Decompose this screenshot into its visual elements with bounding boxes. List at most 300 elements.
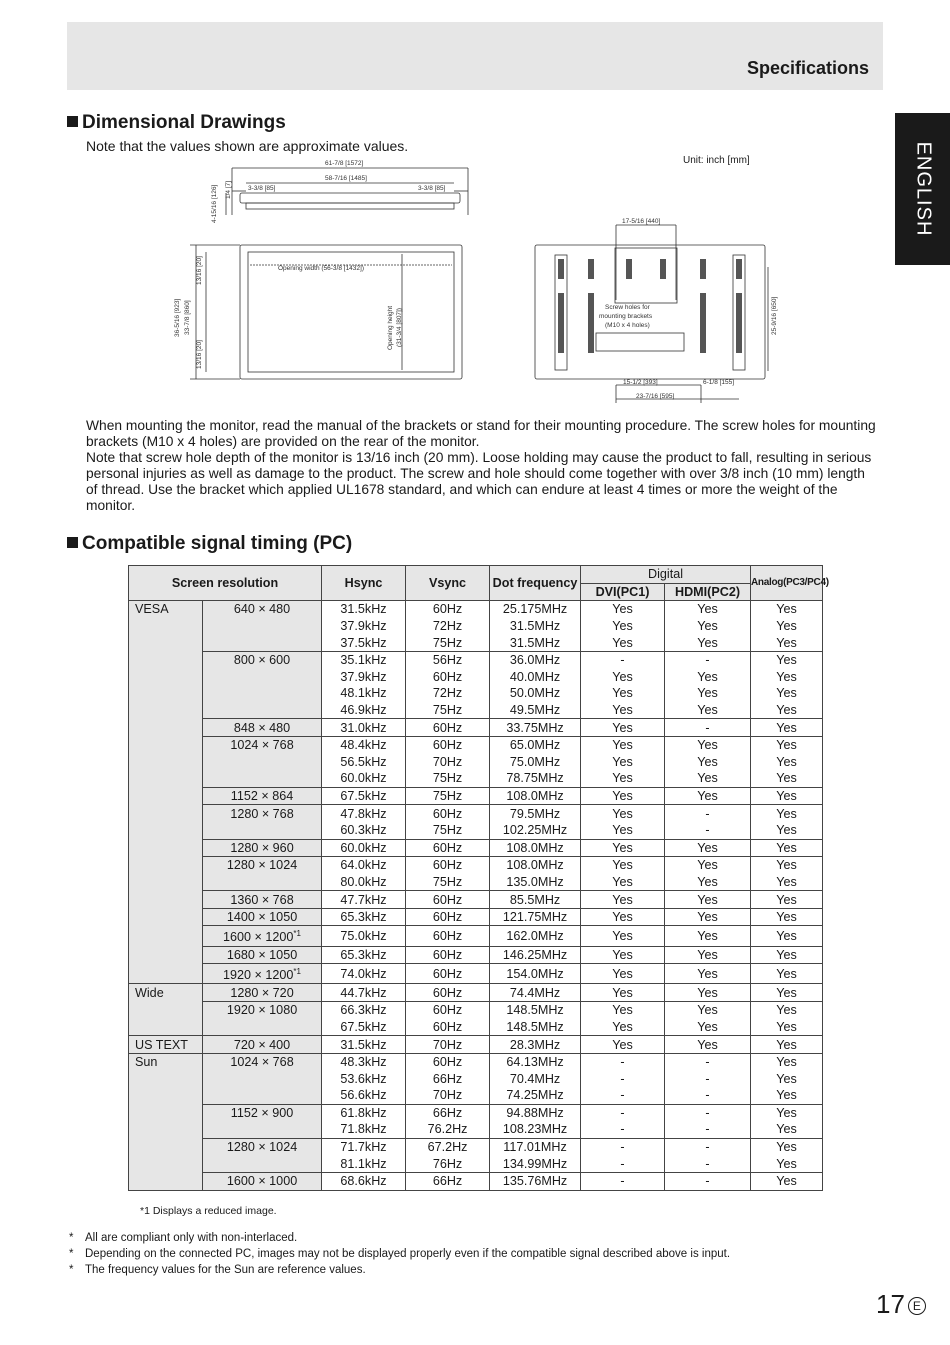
header-vsync: Vsync [406,566,490,601]
h-cell [322,822,406,839]
v-cell [406,1053,490,1070]
table-row [129,770,823,787]
mounting-instructions [86,418,876,514]
dot-cell [490,787,581,805]
dot-cell [490,702,581,719]
table-row [129,891,823,909]
hdmi-cell-text: - [705,823,710,838]
dvi-cell-text: Yes [612,789,633,804]
hdmi-cell [665,651,751,668]
resolution-cell-text: 1280 × 768 [230,806,294,821]
note-text: The frequency values for the Sun are reference values. [85,1264,366,1276]
dot-cell-text: 148.5MHz [506,1019,564,1034]
v-cell-text: 60Hz [432,966,463,981]
resolution-cell-text: 1400 × 1050 [226,910,298,925]
dvi-cell [581,754,665,771]
h-cell-text: 48.1kHz [340,686,387,701]
dot-cell-text: 25.175MHz [502,602,568,617]
table-row [129,618,823,635]
dimensional-drawings-heading [67,112,286,134]
analog-cell [751,1172,823,1190]
dvi-cell [581,618,665,635]
v-cell [406,964,490,984]
hdmi-cell-text: Yes [697,669,718,684]
dot-cell-text: 50.0MHz [509,686,561,701]
table-row [129,964,823,984]
top-bezel-label: 13/16 [20] [196,256,203,285]
analog-cell-text: Yes [776,738,797,753]
dot-cell-text: 33.75MHz [506,720,564,735]
dvi-cell [581,1070,665,1087]
h-cell [322,770,406,787]
analog-cell-text: Yes [776,1174,797,1189]
asterisk-icon: * [69,1264,74,1276]
dvi-cell-text: Yes [612,874,633,889]
dvi-cell [581,908,665,926]
analog-cell [751,754,823,771]
page-number [876,1289,926,1320]
table-row [129,857,823,874]
table-row [129,1053,823,1070]
screw-holes-label-3: (M10 x 4 holes) [605,322,650,329]
v-cell-text: 60Hz [432,985,463,1000]
dvi-cell [581,719,665,737]
category-cell [129,926,203,946]
category-cell [129,1138,203,1155]
v-cell [406,805,490,822]
note-item [67,1230,730,1246]
h-cell-text: 47.8kHz [340,806,387,821]
h-cell-text: 48.3kHz [340,1055,387,1070]
resolution-cell [203,839,322,857]
v-cell-text: 56Hz [432,653,463,668]
v-cell-text: 60Hz [432,669,463,684]
dimension-labels [174,160,778,400]
analog-cell-text: Yes [776,1055,797,1070]
hdmi-cell [665,1138,751,1155]
table-row [129,984,823,1002]
table-row [129,601,823,618]
dot-cell-text: 74.25MHz [506,1088,564,1103]
v-cell [406,1121,490,1138]
h-cell-text: 35.1kHz [340,653,387,668]
v-cell-text: 60Hz [432,1003,463,1018]
category-cell-text: Wide [135,985,164,1000]
depth-small-label: 1/4 [7] [225,180,232,199]
table-row [129,1019,823,1036]
analog-cell [751,1002,823,1019]
v-cell [406,601,490,618]
header-bar [67,22,883,90]
left-margin-label: 3-3/8 [85] [248,185,276,192]
depth-label: 4-15/16 [126] [211,184,218,223]
resolution-cell [203,719,322,737]
dvi-cell-text: Yes [612,823,633,838]
v-cell [406,736,490,753]
dvi-cell-text: - [620,653,625,668]
dvi-cell [581,770,665,787]
v-cell [406,634,490,651]
table-row [129,669,823,686]
resolution-cell-text: 848 × 480 [233,720,291,735]
hdmi-cell-text: Yes [697,771,718,786]
analog-cell-text: Yes [776,1037,797,1052]
rear-view-outline [535,245,765,379]
dvi-cell-text: Yes [612,619,633,634]
analog-cell-text: Yes [776,929,797,944]
category-cell [129,984,203,1002]
dvi-cell-text: Yes [612,947,633,962]
v-cell-text: 60Hz [432,947,463,962]
analog-cell [751,926,823,946]
resolution-cell [203,669,322,686]
table-row [129,719,823,737]
hdmi-cell-text: - [705,720,710,735]
dvi-cell [581,1155,665,1172]
dvi-cell-text: Yes [612,738,633,753]
hdmi-cell-text: Yes [697,874,718,889]
analog-cell [751,601,823,618]
table-row [129,1087,823,1104]
v-cell [406,685,490,702]
v-cell-text: 60Hz [432,806,463,821]
h-cell [322,669,406,686]
v-cell [406,926,490,946]
analog-cell-text: Yes [776,840,797,855]
v-cell-text: 60Hz [432,738,463,753]
h-cell [322,946,406,964]
dvi-cell [581,601,665,618]
v-cell-text: 60Hz [432,1055,463,1070]
h-cell [322,719,406,737]
category-cell [129,685,203,702]
category-cell [129,618,203,635]
h-cell-text: 37.5kHz [340,635,387,650]
analog-cell [751,1155,823,1172]
resolution-cell [203,1087,322,1104]
v-cell-text: 75Hz [432,703,463,718]
analog-cell [751,618,823,635]
h-cell [322,685,406,702]
dot-cell [490,1172,581,1190]
category-cell [129,908,203,926]
analog-cell-text: Yes [776,1105,797,1120]
hdmi-cell [665,1121,751,1138]
dvi-cell-text: Yes [612,602,633,617]
bracket-span-label: 58-7/16 [1485] [325,175,367,182]
unit-label: Unit: inch [mm] [683,155,750,166]
resolution-cell-text: 640 × 480 [233,602,291,617]
dvi-cell-text: - [620,1105,625,1120]
dvi-cell-text: Yes [612,1019,633,1034]
resolution-cell-text: 1680 × 1050 [226,947,298,962]
resolution-cell [203,1155,322,1172]
h-cell-text: 60.3kHz [340,823,387,838]
resolution-cell-text: 1024 × 768 [230,738,294,753]
resolution-cell [203,634,322,651]
dot-cell [490,857,581,874]
resolution-cell [203,1104,322,1121]
note-text: All are compliant only with non-interlaced. [85,1232,298,1244]
table-row [129,787,823,805]
resolution-cell [203,702,322,719]
v-cell-text: 60Hz [432,858,463,873]
dvi-cell-text: Yes [612,1003,633,1018]
resolution-cell [203,787,322,805]
v-cell-text: 66Hz [432,1105,463,1120]
analog-cell [751,1070,823,1087]
dot-cell [490,634,581,651]
h-cell-text: 67.5kHz [340,1019,387,1034]
h-cell-text: 46.9kHz [340,703,387,718]
header-screen-resolution: Screen resolution [129,566,322,601]
rear-top-label: 17-5/16 [440] [622,218,661,225]
category-cell [129,1019,203,1036]
hdmi-cell [665,1002,751,1019]
top-view-outline [240,193,460,203]
resolution-cell-text: 1152 × 864 [230,789,294,804]
analog-cell [751,787,823,805]
category-cell [129,1070,203,1087]
hdmi-cell-text: Yes [697,985,718,1000]
h-cell [322,1155,406,1172]
analog-cell-text: Yes [776,1019,797,1034]
language-tab [895,113,950,265]
analog-cell-text: Yes [776,669,797,684]
footnote-marker: *1 [293,929,301,939]
h-cell [322,1138,406,1155]
hdmi-cell-text: - [705,1088,710,1103]
table-row [129,1155,823,1172]
english-circle-icon: E [908,1297,926,1315]
v-cell-text: 70Hz [432,1037,463,1052]
hdmi-cell-text: Yes [697,738,718,753]
rear-bottom-label-3: 23-7/16 [595] [636,393,675,400]
table-row [129,1172,823,1190]
hdmi-cell-text: - [705,1071,710,1086]
hdmi-cell-text: - [705,806,710,821]
table-row [129,822,823,839]
v-cell-text: 75Hz [432,823,463,838]
resolution-cell-text: 1920 × 1080 [226,1003,298,1018]
resolution-cell [203,857,322,874]
dot-cell [490,1053,581,1070]
h-cell-text: 65.3kHz [340,910,387,925]
analog-cell-text: Yes [776,1071,797,1086]
h-cell-text: 80.0kHz [340,874,387,889]
opening-width-label: Opening width (56-3/8 [1432]) [278,265,364,272]
h-cell-text: 60.0kHz [340,771,387,786]
category-cell [129,702,203,719]
hdmi-cell-text: Yes [697,635,718,650]
analog-cell [751,964,823,984]
h-cell-text: 74.0kHz [340,966,387,981]
dot-cell [490,1070,581,1087]
dvi-cell [581,1002,665,1019]
table-row [129,754,823,771]
dvi-cell [581,1121,665,1138]
resolution-cell-text: 1600 × 1000 [226,1174,298,1189]
analog-cell [751,805,823,822]
hdmi-cell [665,634,751,651]
resolution-cell [203,805,322,822]
h-cell [322,891,406,909]
top-view-stand [246,203,454,209]
v-cell-text: 60Hz [432,910,463,925]
dot-cell-text: 134.99MHz [502,1156,568,1171]
dvi-cell [581,1087,665,1104]
analog-cell-text: Yes [776,653,797,668]
analog-cell [751,1104,823,1121]
dot-cell [490,618,581,635]
v-cell [406,891,490,909]
hdmi-cell [665,736,751,753]
dvi-cell [581,822,665,839]
dvi-cell-text: - [620,1174,625,1189]
category-cell [129,1053,203,1070]
resolution-cell [203,754,322,771]
h-cell [322,908,406,926]
hdmi-cell-text: Yes [697,602,718,617]
dot-cell [490,651,581,668]
dimensional-drawing [160,155,790,410]
hdmi-cell [665,685,751,702]
right-margin-label: 3-3/8 [85] [418,185,446,192]
table-row [129,651,823,668]
hdmi-cell-text: Yes [697,947,718,962]
analog-cell [751,651,823,668]
v-cell-text: 75Hz [432,874,463,889]
hdmi-cell [665,719,751,737]
dvi-cell-text: Yes [612,720,633,735]
hdmi-cell [665,702,751,719]
table-row [129,1121,823,1138]
hdmi-cell-text: - [705,1122,710,1137]
category-cell-text: Sun [135,1055,158,1070]
dot-cell [490,964,581,984]
approximate-values-note: Note that the values shown are approximate values. [86,138,409,154]
v-cell-text: 60Hz [432,929,463,944]
footnote-marker: *1 [293,967,301,977]
analog-cell-text: Yes [776,1088,797,1103]
v-cell-text: 72Hz [432,619,463,634]
h-cell [322,1172,406,1190]
resolution-cell [203,1138,322,1155]
category-cell [129,964,203,984]
dvi-cell-text: - [620,1156,625,1171]
analog-cell [751,1087,823,1104]
dvi-cell [581,787,665,805]
hdmi-cell-text: - [705,1174,710,1189]
dvi-cell-text: Yes [612,910,633,925]
dot-cell [490,1019,581,1036]
v-cell-text: 75Hz [432,635,463,650]
signal-table-body [129,601,823,1190]
analog-cell-text: Yes [776,806,797,821]
analog-cell [751,946,823,964]
h-cell [322,754,406,771]
dot-cell-text: 65.0MHz [509,738,561,753]
category-cell [129,1104,203,1121]
asterisk-icon: * [69,1248,74,1260]
analog-cell [751,822,823,839]
v-cell [406,1138,490,1155]
dot-cell-text: 28.3MHz [509,1037,561,1052]
dot-cell [490,736,581,753]
hdmi-cell-text: Yes [697,892,718,907]
table-row [129,908,823,926]
dvi-cell-text: - [620,1088,625,1103]
analog-cell-text: Yes [776,703,797,718]
category-cell [129,669,203,686]
resolution-cell-text: 1920 × 1200 [223,968,294,983]
inner-height-label: 33-7/8 [860] [184,300,191,335]
hdmi-cell-text: Yes [697,966,718,981]
opening-height-label-2: (31-3/4 [807]) [396,307,403,347]
resolution-cell-text: 1280 × 720 [230,985,294,1000]
hdmi-cell [665,926,751,946]
dot-cell [490,908,581,926]
v-cell-text: 72Hz [432,686,463,701]
resolution-cell-text: 1152 × 900 [230,1105,294,1120]
h-cell [322,874,406,891]
dot-cell [490,754,581,771]
analog-cell-text: Yes [776,771,797,786]
h-cell-text: 47.7kHz [340,892,387,907]
dvi-cell-text: Yes [612,754,633,769]
dot-cell [490,669,581,686]
dot-cell-text: 31.5MHz [509,635,561,650]
dot-cell-text: 79.5MHz [509,806,561,821]
resolution-cell [203,1019,322,1036]
category-cell [129,770,203,787]
analog-cell-text: Yes [776,1140,797,1155]
dot-cell-text: 135.76MHz [502,1174,568,1189]
hdmi-cell-text: Yes [697,754,718,769]
h-cell [322,787,406,805]
h-cell-text: 31.5kHz [340,602,387,617]
dvi-cell-text: - [620,1140,625,1155]
dvi-cell [581,1019,665,1036]
category-cell [129,1155,203,1172]
dot-cell [490,891,581,909]
v-cell [406,719,490,737]
v-cell [406,908,490,926]
table-notes [67,1230,730,1278]
bottom-bezel-label: 13/16 [20] [196,340,203,369]
table-row [129,1002,823,1019]
h-cell [322,839,406,857]
h-cell [322,1053,406,1070]
v-cell [406,984,490,1002]
dot-cell-text: 148.5MHz [506,1003,564,1018]
hdmi-cell-text: Yes [697,789,718,804]
hdmi-cell [665,787,751,805]
hdmi-cell-text: - [705,653,710,668]
dot-cell-text: 102.25MHz [502,823,568,838]
v-cell-text: 70Hz [432,1088,463,1103]
dot-cell-text: 31.5MHz [509,619,561,634]
category-cell-text: US TEXT [135,1037,188,1052]
h-cell-text: 37.9kHz [340,669,387,684]
dot-cell-text: 117.01MHz [503,1140,567,1155]
analog-cell [751,736,823,753]
hdmi-cell-text: Yes [697,840,718,855]
dvi-cell [581,964,665,984]
resolution-cell-text: 800 × 600 [233,653,291,668]
overall-width-label: 61-7/8 [1572] [325,160,364,167]
dot-cell [490,1138,581,1155]
